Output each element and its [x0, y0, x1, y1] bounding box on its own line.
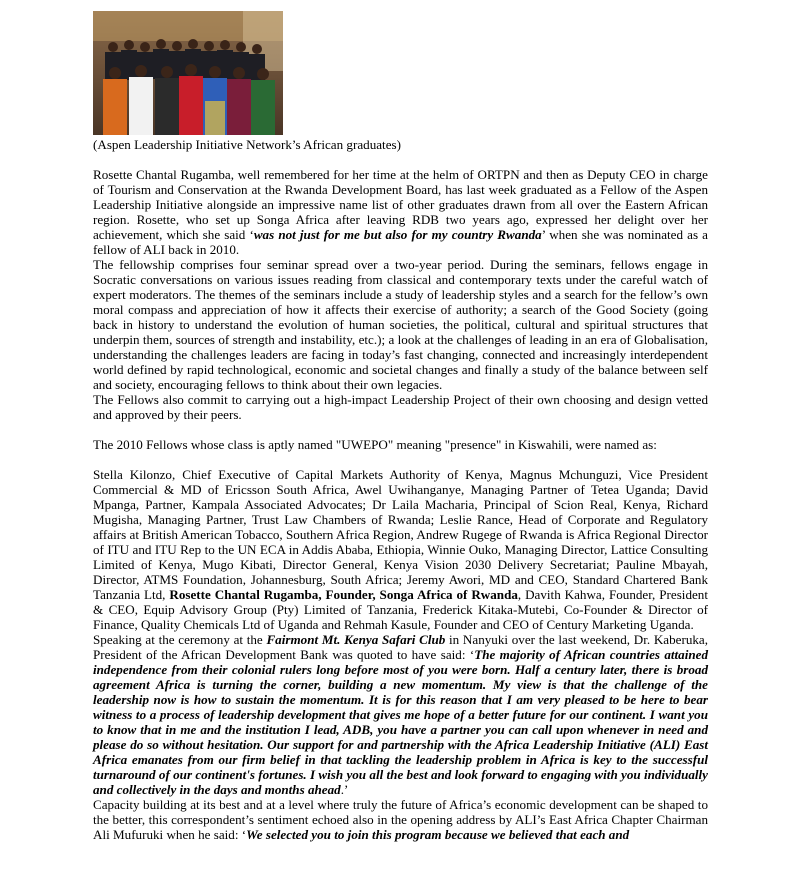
- paragraph-ceremony: [93, 632, 708, 797]
- rosette-quote: was not just for me but also for my country Rwanda: [253, 227, 542, 242]
- paragraph-1: [93, 167, 708, 257]
- paragraph-1-text-b: ’ when she was nominated as a fellow of ALI back in 2010.: [93, 227, 708, 257]
- ceremony-text-c: .’: [340, 782, 349, 797]
- ceremony-text-a: Speaking at the ceremony at the: [93, 632, 267, 647]
- paragraph-3: The Fellows also commit to carrying out a high-impact Leadership Project of their own choosing and design vetted and approved by their peers.: [93, 392, 708, 422]
- paragraph-2: The fellowship comprises four seminar spread over a two-year period. During the seminars, fellows engage in Socratic conversations on various issues reading from classical and contemporary texts under the careful watch of expert moderators. The themes of the seminars include a study of leadership styles and a search for the fellow’s own moral compass and appreciation of how it affects their exercise of authority; a search of the Good Society (going back in history to understand the evolution of human societies, the political, cultural and spiritual structures that underpin them, sources of strength and instability, etc.); a look at the challenges of leading in an era of Globalisation, understanding the challenges leaders are facing in today’s fast changing, connected and increasingly interdependent world defined by rapid technological, economic and societal changes and finally a study of the balance between self and society, encouraging fellows to think about their own legacies.: [93, 257, 708, 392]
- paragraph-4: The 2010 Fellows whose class is aptly named "UWEPO" meaning "presence" in Kiswahili, were named as:: [93, 437, 657, 452]
- fellows-list-text-b: , Davith Kahwa, Founder, President & CEO, Equip Advisory Group (Pty) Limited of Tanzania, Frederick Kitaka-Mutebi, Co-Founder & Director of Finance, Quality Chemicals Ltd of Uganda and Rehmah Kasule, Founder and CEO of Century Marketing Uganda.: [93, 587, 708, 632]
- venue-name: Fairmont Mt. Kenya Safari Club: [266, 632, 446, 647]
- article: [93, 11, 708, 842]
- paragraph-1-text-a: Rosette Chantal Rugamba, well remembered for her time at the helm of ORTPN and then as Deputy CEO in charge of Tourism and Conservation at the Rwanda Development Board, has last week graduated as a Fellow of the Aspen Leadership Initiative alongside an impressive name list of other graduates drawn from all over the Eastern African region. Rosette, who set up Songa Africa after leaving RDB two years ago, expressed her delight over her achievement, which she said ‘: [93, 167, 708, 242]
- capacity-text-a: Capacity building at its best and at a level where truly the future of Africa’s economic development can be shaped to the better, this correspondent’s sentiment echoed also in the opening address by ALI’s East Africa Chapter Chairman Ali Mufuruki when he said: ‘: [93, 797, 708, 842]
- photo-caption: (Aspen Leadership Initiative Network’s African graduates): [93, 137, 401, 152]
- mufuruki-quote: We selected you to join this program because we believed that each and: [246, 827, 630, 842]
- paragraph-capacity: [93, 797, 708, 842]
- group-photo-icon: [93, 11, 283, 135]
- fellows-list-highlight: Rosette Chantal Rugamba, Founder, Songa Africa of Rwanda: [169, 587, 518, 602]
- kaberuka-quote: The majority of African countries attained independence from their colonial rulers long before most of you were born. Half a century later, there is broad agreement Africa is turning the corner, building a new momentum. My view is that the challenge of the leadership now is how to sustain the momentum. It is for this reason that I am very pleased to be here to bear witness to a process of leadership development that gives me hope of a better future for our continent. I want you to know that in me and the institution I lead, ADB, you have a partner you can call upon whenever in need and please do so without hesitation. Our support for and partnership with the Africa Leadership Initiative (ALI) East Africa emanates from our firm belief in that tackling the leadership problem in Africa is key to the successful turnaround of our continent's fortunes. I wish you all the best and look forward to engaging with you individually and collectively in the days and months ahead: [93, 647, 709, 797]
- paragraph-fellows-list: [93, 467, 708, 632]
- ceremony-text-b: in Nanyuki over the last weekend, Dr. Kaberuka, President of the African Development Bank was quoted to have said: ‘: [93, 632, 709, 662]
- fellows-list-text-a: Stella Kilonzo, Chief Executive of Capital Markets Authority of Kenya, Magnus Mchunguzi, Vice President Commercial & MD of Ericsson South Africa, Awel Uwihanganye, Managing Partner of Tetea Uganda; David Mpanga, Partner, Kampala Associated Advocates; Dr Laila Macharia, Principal of Scion Real, Kenya, Richard Mugisha, Managing Partner, Trust Law Chambers of Rwanda; Leslie Rance, Head of Corporate and Regulatory affairs at British American Tobacco, Southern Africa Region, Andrew Rugege of Rwanda is Africa Regional Director of ITU and ITU Rep to the UN ECA in Addis Ababa, Ethiopia, Winnie Ouko, Managing Director, Lattice Consulting Limited of Kenya, Mugo Kibati, Director General, Kenya Vision 2030 Delivery Secretariat; Pauline Mbayah, Director, ATMS Foundation, Johannesburg, South Africa; Jeremy Awori, MD and CEO, Standard Chartered Bank Tanzania Ltd,: [93, 467, 708, 602]
